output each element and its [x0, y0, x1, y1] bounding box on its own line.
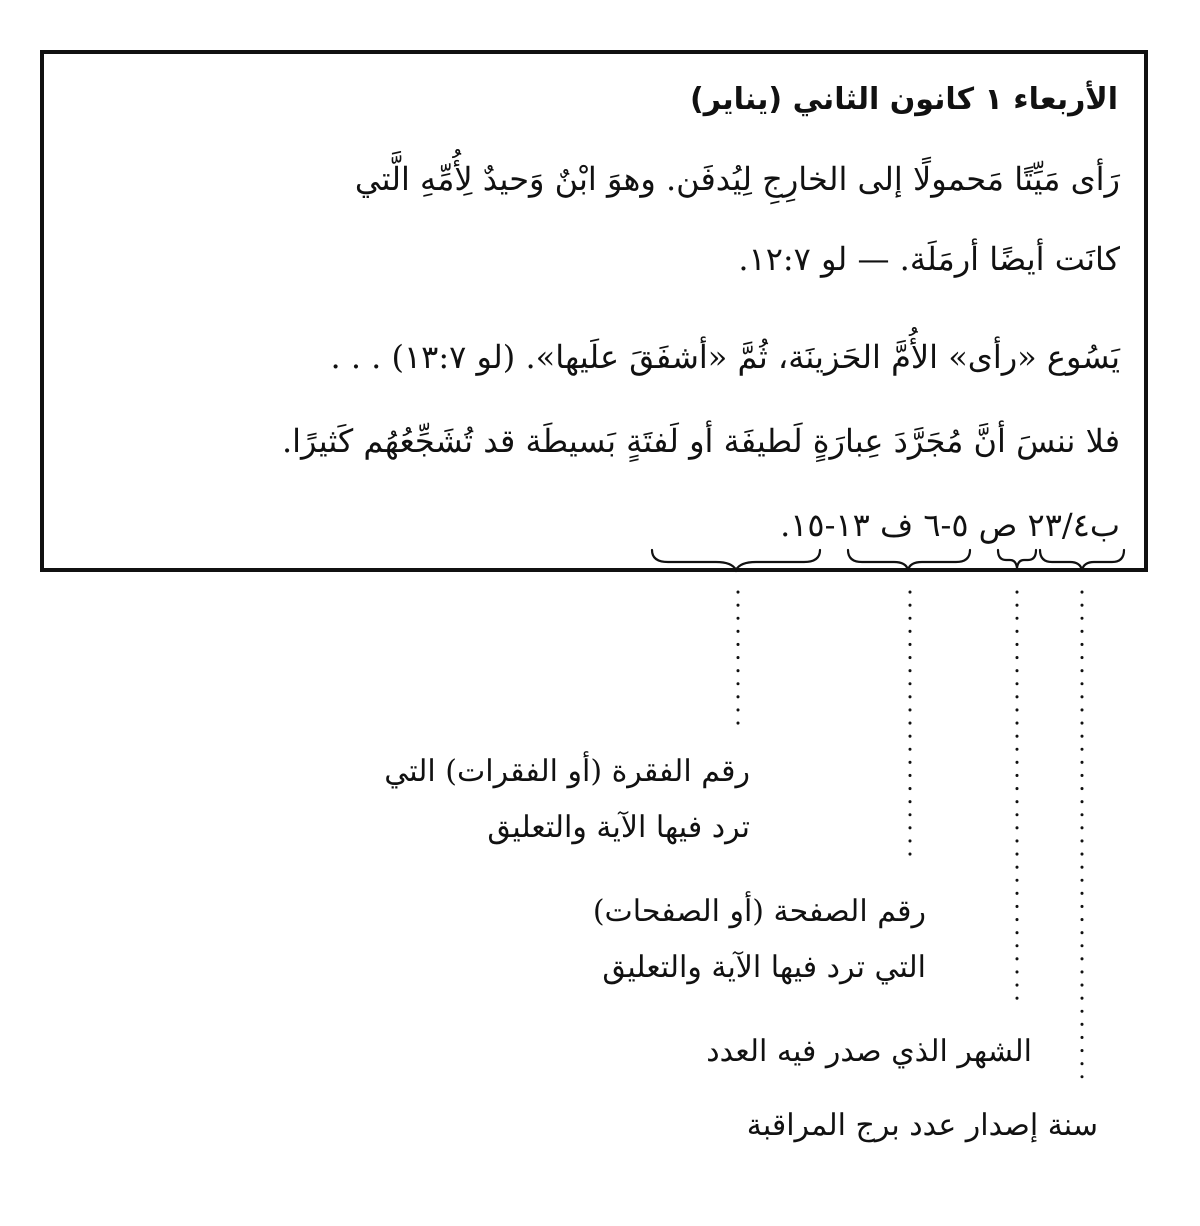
comment-text-line-1: يَسُوع «رأى» الأُمَّ الحَزينَة، ثُمَّ «أشفَقَ علَيها». (لو ١٣:٧) . . .: [330, 338, 1120, 376]
issue-year-label: سنة إصدار عدد برج المراقبة: [746, 1108, 1098, 1143]
issue-month-label: الشهر الذي صدر فيه العدد: [706, 1034, 1032, 1069]
daily-text-box: [40, 50, 1148, 572]
verse-text-line-2: كانَت أيضًا أرمَلَة. — لو ١٢:٧.: [738, 240, 1120, 278]
verse-text-line-1: رَأى مَيِّتًا مَحمولًا إلى الخارِجِ لِيُدفَن. وهوَ ابْنٌ وَحيدٌ لِأُمِّهِ الَّتي: [354, 160, 1120, 198]
publication-reference: ب٢٣/٤ ص ٥-٦ ف ١٣-١٥.: [780, 506, 1120, 544]
paragraph-number-label: رقم الفقرة (أو الفقرات) التي ترد فيها الآية والتعليق: [384, 754, 750, 845]
comment-text-line-2: فلا ننسَ أنَّ مُجَرَّدَ عِبارَةٍ لَطيفَة أو لَفتَةٍ بَسيطَة قد تُشَجِّعُهُم كَثيرًا.: [281, 422, 1120, 460]
page-number-label: رقم الصفحة (أو الصفحات) التي ترد فيها الآية والتعليق: [592, 894, 926, 985]
date-heading: الأربعاء ١ كانون الثاني (يناير): [690, 82, 1118, 117]
